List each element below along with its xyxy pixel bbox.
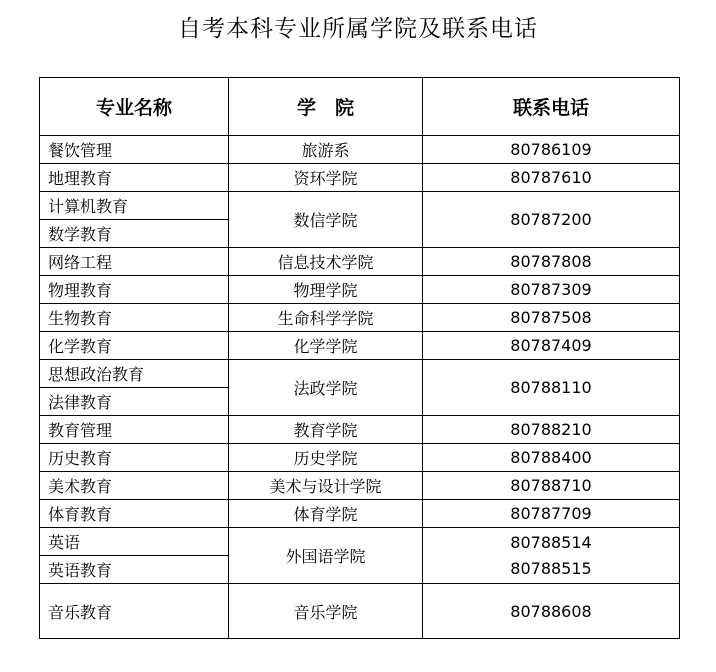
table-row	[40, 164, 680, 192]
header-major: 专业名称	[40, 78, 229, 136]
contact-table	[39, 77, 680, 639]
major-cell: 生物教育	[40, 304, 229, 332]
major-cell: 化学教育	[40, 332, 229, 360]
phone-cell: 80788210	[423, 416, 680, 444]
major-cell: 美术教育	[40, 472, 229, 500]
header-phone: 联系电话	[423, 78, 680, 136]
page-title: 自考本科专业所属学院及联系电话	[178, 16, 538, 42]
phone-cell: 80787808	[423, 248, 680, 276]
phone-cell: 80788400	[423, 444, 680, 472]
table-row	[40, 584, 680, 639]
table-row	[40, 136, 680, 164]
college-cell: 美术与设计学院	[229, 472, 423, 500]
header-row	[40, 78, 680, 136]
phone-cell: 80788110	[423, 360, 680, 416]
table-row	[40, 500, 680, 528]
table-row	[40, 192, 680, 220]
major-cell: 餐饮管理	[40, 136, 229, 164]
college-cell: 法政学院	[229, 360, 423, 416]
table-row	[40, 276, 680, 304]
major-cell: 数学教育	[40, 220, 229, 248]
college-cell: 数信学院	[229, 192, 423, 248]
phone-cell: 80787508	[423, 304, 680, 332]
phone-cell	[423, 528, 680, 584]
major-cell: 英语教育	[40, 556, 229, 584]
phone-line: 80788515	[510, 558, 592, 578]
phone-cell: 80787610	[423, 164, 680, 192]
college-cell: 体育学院	[229, 500, 423, 528]
table-row	[40, 332, 680, 360]
major-cell: 英语	[40, 528, 229, 556]
phone-cell: 80788608	[423, 584, 680, 639]
college-cell: 化学学院	[229, 332, 423, 360]
table-row	[40, 304, 680, 332]
college-cell: 物理学院	[229, 276, 423, 304]
table-row	[40, 416, 680, 444]
major-cell: 思想政治教育	[40, 360, 229, 388]
table-row	[40, 360, 680, 388]
college-cell: 资环学院	[229, 164, 423, 192]
phone-line: 80788514	[510, 532, 592, 552]
phone-cell: 80787309	[423, 276, 680, 304]
college-cell: 历史学院	[229, 444, 423, 472]
major-cell: 计算机教育	[40, 192, 229, 220]
college-cell: 教育学院	[229, 416, 423, 444]
major-cell: 物理教育	[40, 276, 229, 304]
phone-cell: 80787709	[423, 500, 680, 528]
major-cell: 教育管理	[40, 416, 229, 444]
college-cell: 信息技术学院	[229, 248, 423, 276]
major-cell: 体育教育	[40, 500, 229, 528]
major-cell: 地理教育	[40, 164, 229, 192]
phone-cell: 80788710	[423, 472, 680, 500]
table-row	[40, 444, 680, 472]
major-cell: 法律教育	[40, 388, 229, 416]
major-cell: 音乐教育	[40, 584, 229, 639]
major-cell: 历史教育	[40, 444, 229, 472]
header-college: 学 院	[229, 78, 423, 136]
phone-cell: 80787200	[423, 192, 680, 248]
college-cell: 音乐学院	[229, 584, 423, 639]
table-row	[40, 528, 680, 556]
college-cell: 旅游系	[229, 136, 423, 164]
college-cell: 生命科学学院	[229, 304, 423, 332]
table-row	[40, 248, 680, 276]
major-cell: 网络工程	[40, 248, 229, 276]
table-row	[40, 472, 680, 500]
phone-cell: 80787409	[423, 332, 680, 360]
phone-cell: 80786109	[423, 136, 680, 164]
college-cell: 外国语学院	[229, 528, 423, 584]
